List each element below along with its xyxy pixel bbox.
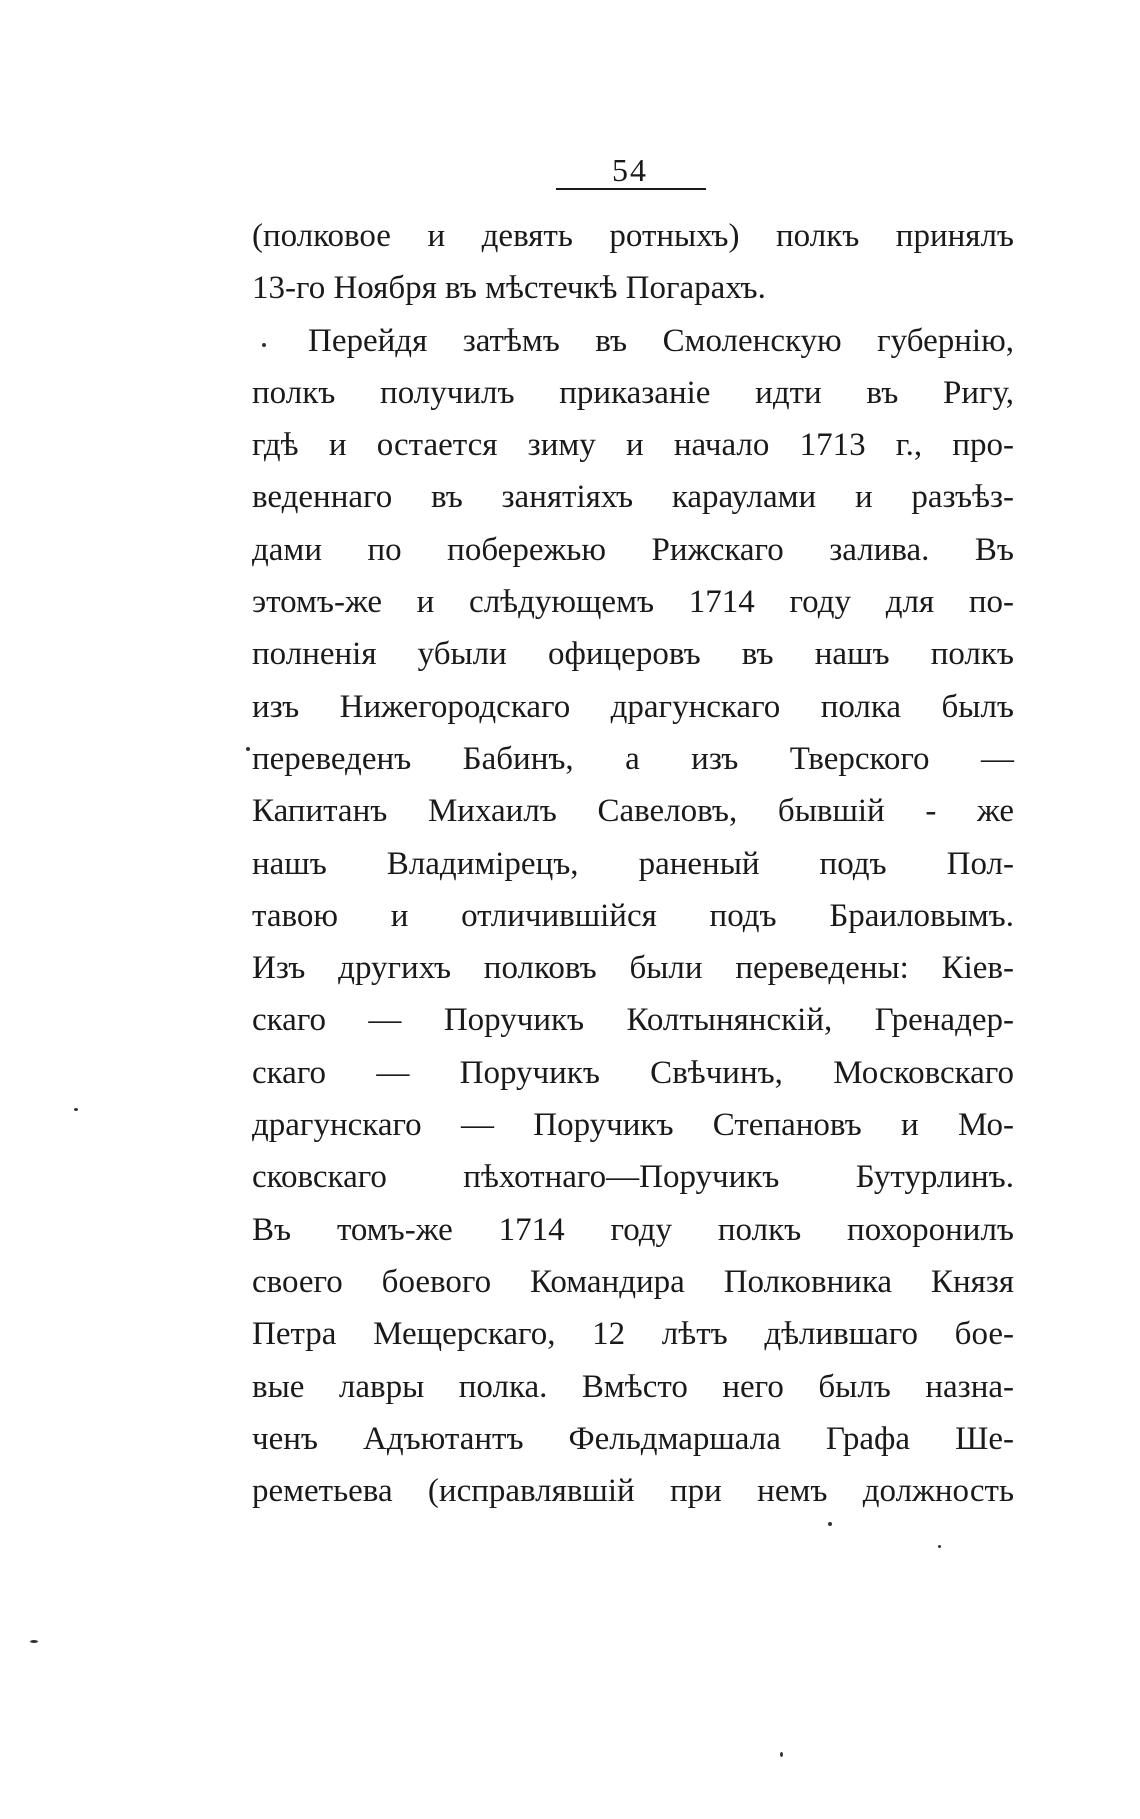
scan-speck	[74, 1108, 78, 1111]
text-line: вые лавры полка. Вмѣсто него былъ назна-	[252, 1368, 1014, 1405]
text-line: изъ Нижегородскаго драгунскаго полка былъ	[252, 688, 1014, 725]
text-line: этомъ-же и слѣдующемъ 1714 году для по-	[252, 584, 1014, 621]
text-line: веденнаго въ занятіяхъ караулами и разъѣз-	[252, 479, 1014, 516]
text-line: полненія убыли офицеровъ въ нашъ полкъ	[252, 636, 1014, 673]
text-line: переведенъ Бабинъ, а изъ Тверского —	[252, 740, 1014, 777]
text-line: Петра Мещерскаго, 12 лѣтъ дѣлившаго бое-	[252, 1316, 1014, 1353]
text-line: Въ томъ-же 1714 году полкъ похоронилъ	[252, 1211, 1014, 1248]
scan-speck	[938, 1545, 941, 1548]
text-line: своего боевого Командира Полковника Князя	[252, 1263, 1014, 1300]
text-line: тавою и отличившійся подъ Браиловымъ.	[252, 897, 1014, 934]
text-line: реметьева (исправлявшій при немъ должность	[252, 1473, 1014, 1510]
text-line: (полковое и девять ротныхъ) полкъ принялъ	[252, 218, 1014, 254]
text-line: драгунскаго — Поручикъ Степановъ и Мо-	[252, 1107, 1014, 1144]
scan-speck	[246, 747, 250, 751]
text-line: гдѣ и остается зиму и начало 1713 г., про-	[252, 427, 1014, 464]
text-line: скаго — Поручикъ Свѣчинъ, Московскаго	[252, 1054, 1014, 1091]
scan-speck	[262, 343, 266, 347]
scan-speck	[780, 1752, 783, 1757]
text-line: Изъ другихъ полковъ были переведены: Кіев-	[252, 950, 1014, 987]
page-number-rule	[556, 188, 706, 190]
text-line: Капитанъ Михаилъ Савеловъ, бывшій - же	[252, 793, 1014, 830]
page-number: 54	[612, 152, 648, 188]
text-line: сковскаго пѣхотнаго—Поручикъ Бутурлинъ.	[252, 1159, 1014, 1196]
scan-speck	[828, 1522, 832, 1526]
text-line: нашъ Владимірецъ, раненый подъ Пол-	[252, 845, 1014, 882]
text-line: дами по побережью Рижскаго залива. Въ	[252, 531, 1014, 568]
text-line: 13-го Ноября въ мѣстечкѣ Погарахъ.	[252, 270, 766, 307]
text-line: скаго — Поручикъ Колтынянскій, Гренадер-	[252, 1002, 1014, 1039]
paragraph-first-line: Перейдя затѣмъ въ Смоленскую губернію,	[308, 322, 1014, 359]
scan-speck	[30, 1640, 38, 1643]
text-line: полкъ получилъ приказаніе идти въ Ригу,	[252, 374, 1014, 411]
page-text	[252, 210, 1014, 1517]
text-line: ченъ Адъютантъ Фельдмаршала Графа Ше-	[252, 1420, 1014, 1457]
